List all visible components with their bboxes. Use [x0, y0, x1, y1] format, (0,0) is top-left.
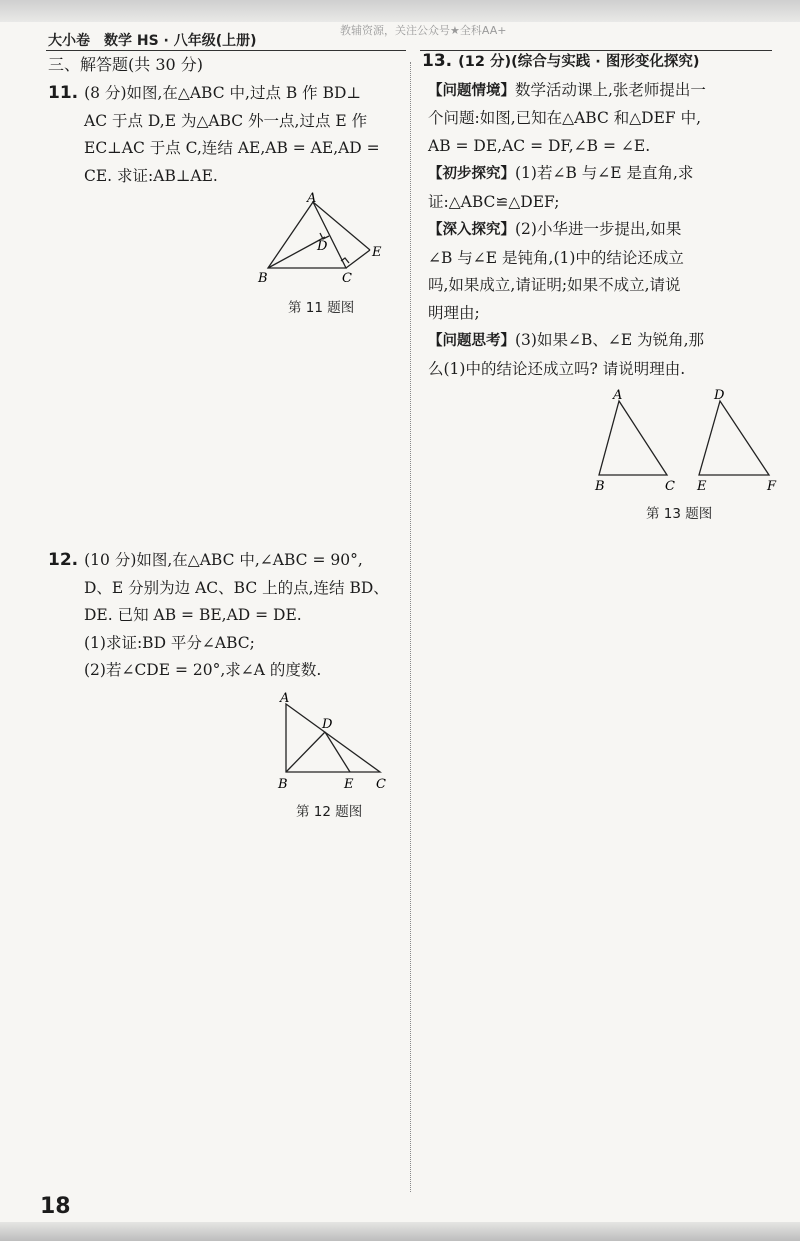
point-label-e: E — [372, 245, 382, 260]
q13-line-6: (2)小华进一步提出,如果 — [515, 220, 682, 238]
question-12 — [48, 547, 403, 685]
tag-deep-exploration: 【深入探究】 — [428, 222, 515, 238]
figure-13 — [585, 385, 785, 495]
question-13 — [422, 48, 777, 383]
q11-line-2: AC 于点 D,E 为△ABC 外一点,过点 E 作 — [84, 111, 368, 130]
figure-11-caption: 第 11 题图 — [288, 300, 355, 316]
point-label-a: A — [613, 388, 623, 403]
figure-11 — [250, 190, 400, 290]
q13-line-7: ∠B 与∠E 是钝角,(1)中的结论还成立 — [428, 248, 684, 267]
q12-line-1: (10 分)如图,在△ABC 中,∠ABC = 90°, — [84, 551, 363, 569]
header-rule-left — [46, 50, 406, 51]
point-label-c: C — [376, 777, 386, 792]
question-number: 11. — [48, 83, 79, 103]
figure-12-caption: 第 12 题图 — [296, 804, 363, 820]
q13-line-5: 证:△ABC≌△DEF; — [428, 192, 560, 211]
page-number: 18 — [40, 1194, 71, 1219]
figure-13-caption: 第 13 题图 — [646, 506, 713, 522]
point-label-c: C — [342, 271, 352, 286]
point-label-d: D — [317, 239, 328, 254]
point-label-e: E — [697, 479, 707, 494]
point-label-a: A — [280, 691, 290, 706]
tag-initial-exploration: 【初步探究】 — [428, 166, 515, 182]
figure-12 — [270, 690, 400, 795]
q13-line-2: 个问题:如图,已知在△ABC 和△DEF 中, — [428, 109, 701, 127]
tag-problem-reflection: 【问题思考】 — [428, 333, 515, 349]
q11-line-1: (8 分)如图,在△ABC 中,过点 B 作 BD⊥ — [84, 84, 362, 102]
book-header: 大小卷 数学 HS · 八年级(上册) — [48, 33, 257, 49]
point-label-c: C — [665, 479, 675, 494]
point-label-a: A — [307, 191, 317, 206]
q13-line-11: 么(1)中的结论还成立吗? 请说明理由. — [428, 359, 686, 378]
q12-line-2: D、E 分别为边 AC、BC 上的点,连结 BD、 — [84, 578, 389, 597]
tag-problem-context: 【问题情境】 — [428, 82, 515, 99]
section-title: 三、解答题(共 30 分) — [48, 55, 204, 74]
q13-line-8: 吗,如果成立,请证明;如果不成立,请说 — [428, 276, 681, 294]
watermark: 教辅资源，关注公众号★全科AA+ — [340, 24, 507, 37]
question-number: 13. — [422, 51, 453, 71]
q13-line-10: (3)如果∠B、∠E 为锐角,那 — [515, 331, 704, 349]
q11-line-4: CE. 求证:AB⊥AE. — [84, 166, 218, 185]
question-11 — [48, 80, 403, 190]
point-label-e: E — [344, 777, 354, 792]
point-label-f: F — [767, 479, 777, 494]
q13-line-3: AB = DE,AC = DF,∠B = ∠E. — [428, 136, 651, 155]
scan-bottom-edge — [0, 1222, 800, 1241]
question-number: 12. — [48, 550, 79, 570]
q13-line-4: (1)若∠B 与∠E 是直角,求 — [515, 164, 694, 182]
scan-top-edge — [0, 0, 800, 22]
point-label-d: D — [714, 388, 725, 403]
point-label-d: D — [322, 717, 333, 732]
point-label-b: B — [595, 479, 605, 494]
column-divider — [410, 62, 411, 1192]
q12-line-3: DE. 已知 AB = BE,AD = DE. — [84, 606, 302, 624]
q13-line-9: 明理由; — [428, 303, 480, 322]
q11-line-3: EC⊥AC 于点 C,连结 AE,AB = AE,AD = — [84, 139, 380, 157]
point-label-b: B — [278, 777, 288, 792]
q12-line-4: (1)求证:BD 平分∠ABC; — [84, 633, 255, 652]
point-label-b: B — [258, 271, 268, 286]
q13-heading: (12 分)(综合与实践 · 图形变化探究) — [458, 54, 700, 70]
q12-line-5: (2)若∠CDE = 20°,求∠A 的度数. — [84, 661, 322, 679]
q13-line-1: 数学活动课上,张老师提出一 — [515, 80, 706, 99]
